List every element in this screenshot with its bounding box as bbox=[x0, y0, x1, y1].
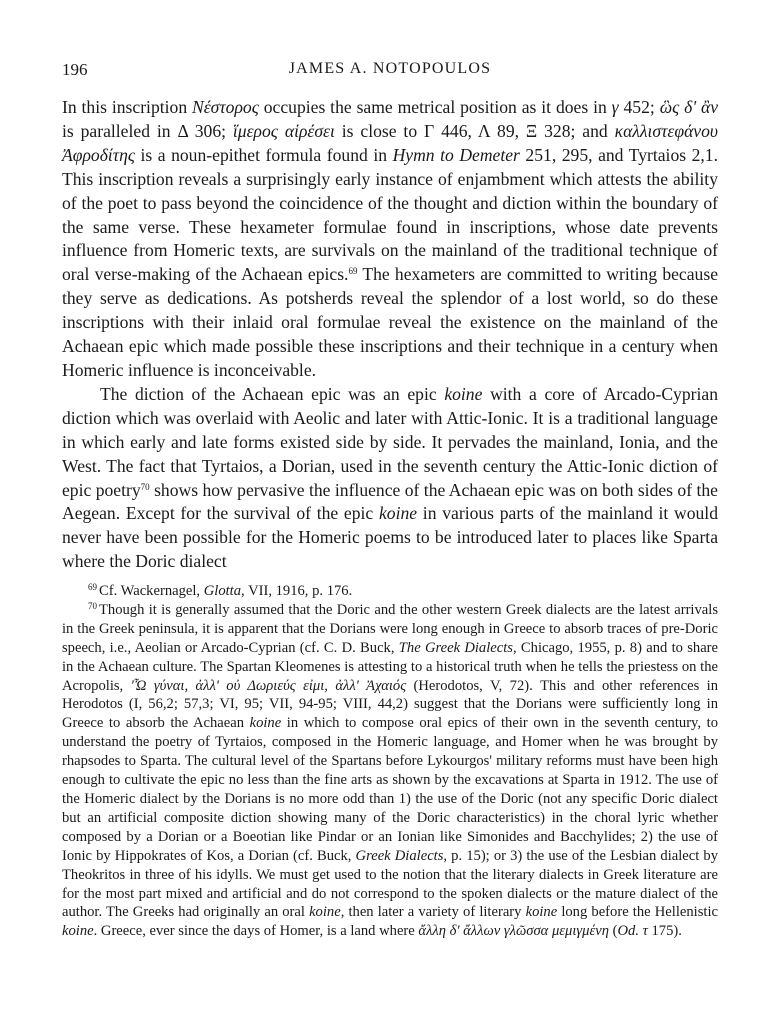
footnote-70: $^{70}$ Though it is generally assumed that the Doric and the other western Greek dialects are the latest arrivals in the Greek peninsula, it is apparent that the Dorians were long enough in Greece to absorb traces of pre-Doric speech, i.e., Aeolian or Arcado-Cyprian (cf. C. D. Buck, The Greek Dialects, Chicago, 1955, p. 8) and to share in the Achaean culture. The Spartan Kleomenes is attesting to a historical truth when he tells the priestess on the Acropolis, 'Ὦ γύναι, ἀλλ' οὐ Δωριεύς εἰμι, ἀλλ' Ἀχαιός (Herodotos, V, 72). This and other references in Herodotos (I, 56,2; 57,3; VI, 95; VII, 94-95; VIII, 44,2) suggest that the Dorians were sufficiently long in Greece to absorb the Achaean koine in which to compose oral epics of their own in the seventh century, to understand the poetry of Tyrtaios, composed in the Homeric language, and Homer when he was brought by rhapsodes to Sparta. The cultural level of the Spartans before Lykourgos' military reforms must have been high enough to cultivate the epic no less than the fine arts as shown by the excavations at Sparta in 1912. The use of the Homeric dialect by the Dorians is no more odd than 1) the use of the Doric (not any specific Doric dialect but an artificial composite diction showing many of the Doric characteristics) in the choral lyric whether composed by a Dorian or a Boeotian like Pindar or an Ionian like Simonides and Bacchylides; 2) the use of Ionic by Hippokrates of Kos, a Dorian (cf. Buck, Greek Dialects, p. 15); or 3) the use of the Lesbian dialect by Theokritos in three of his idylls. We must get used to the notion that the literary dialects in Greek literature are for the most part mixed and artificial and do not correspond to the spoken dialects or the mature dialect of the author. The Greeks had originally an oral koine, then later a variety of literary koine long before the Hellenistic koine. Greece, ever since the days of Homer, is a land where ἄλλη δ' ἄλλων γλῶσσα μεμιγμένη (Od. τ 175). bbox=[62, 600, 719, 940]
page-number: 196 bbox=[62, 60, 88, 79]
greek-text: Νέστορος bbox=[192, 97, 259, 117]
page-header bbox=[62, 60, 718, 84]
footnote-ref-70[interactable]: 70 bbox=[140, 481, 150, 492]
footnote-69: $^{69}$ Cf. Wackernagel, Glotta, VII, 1916, p. 176. bbox=[88, 582, 353, 599]
title-italic: Hymn to Demeter bbox=[392, 144, 520, 165]
greek-text: ὣς δ' ἂν bbox=[659, 97, 719, 117]
paragraph-2: The diction of the Achaean epic was an epic koine with a core of Arcado-Cyprian diction which was overlaid with Aeolic and later with Attic-Ionic. It is a traditional language in which early and late forms existed side by side. It pervades the mainland, Ionia, and the West. The fact that Tyrtaios, a Dorian, used in the seventh century the Attic-Ionic diction of epic poetry$^{70}$ shows how pervasive the influence of the Achaean epic was on both sides of the Aegean. Except for the survival of the epic koine in various parts of the mainland it would never have been possible for the Homeric poems to be introduced later to places like Sparta where the Doric dialect bbox=[62, 383, 719, 572]
greek-text: ἵμερος αἱρέσει bbox=[232, 120, 335, 141]
main-text bbox=[62, 96, 718, 574]
greek-text: καλλιστεφάνου Ἀφροδίτης bbox=[62, 120, 718, 165]
running-head: JAMES A. NOTOPOULOS bbox=[288, 60, 492, 77]
greek-text: ἄλλη δ' ἄλλων γλῶσσα μεμιγμένη bbox=[418, 923, 609, 940]
greek-text: 'Ὦ γύναι, ἀλλ' οὐ Δωριεύς εἰμι, ἀλλ' Ἀχαιός bbox=[130, 677, 407, 694]
footnote-ref-69[interactable]: 69 bbox=[348, 266, 358, 277]
footnote-mark: 69 bbox=[88, 582, 97, 592]
greek-text: γ bbox=[611, 97, 619, 117]
term-italic: koine bbox=[444, 383, 483, 404]
footnote-mark: 70 bbox=[88, 600, 97, 611]
term-italic: koine bbox=[378, 503, 418, 524]
footnotes bbox=[62, 582, 718, 941]
paragraph-1: In this inscription Νέστορος occupies the same metrical position as it does in γ 452; ὣς δ' ἂν is paralleled in Δ 306; ἵμερος αἱρέσει is close to Γ 446, Λ 89, Ξ 328; and καλλιστεφάνου Ἀφροδίτης is a noun-epithet formula found in Hymn to Demeter 251, 295, and Tyrtaios 2,1. This inscription reveals a surprisingly early instance of enjambment which attests the ability of the poet to pass beyond the coincidence of the thought and diction within the boundary of the same verse. These hexameter formulae found in inscriptions, whose date prevents influence from Homeric texts, are survivals on the mainland of the traditional technique of oral verse-making of the Achaean epics.$^{69}$ The hexameters are committed to writing because they serve as dedications. As potsherds reveal the splendor of a lost world, so do these inscriptions with their inlaid oral formulae reveal the existence on the mainland of the Achaean epic which made possible these inscriptions and their technique in a century when Homeric influence is inconceivable. bbox=[62, 97, 719, 380]
